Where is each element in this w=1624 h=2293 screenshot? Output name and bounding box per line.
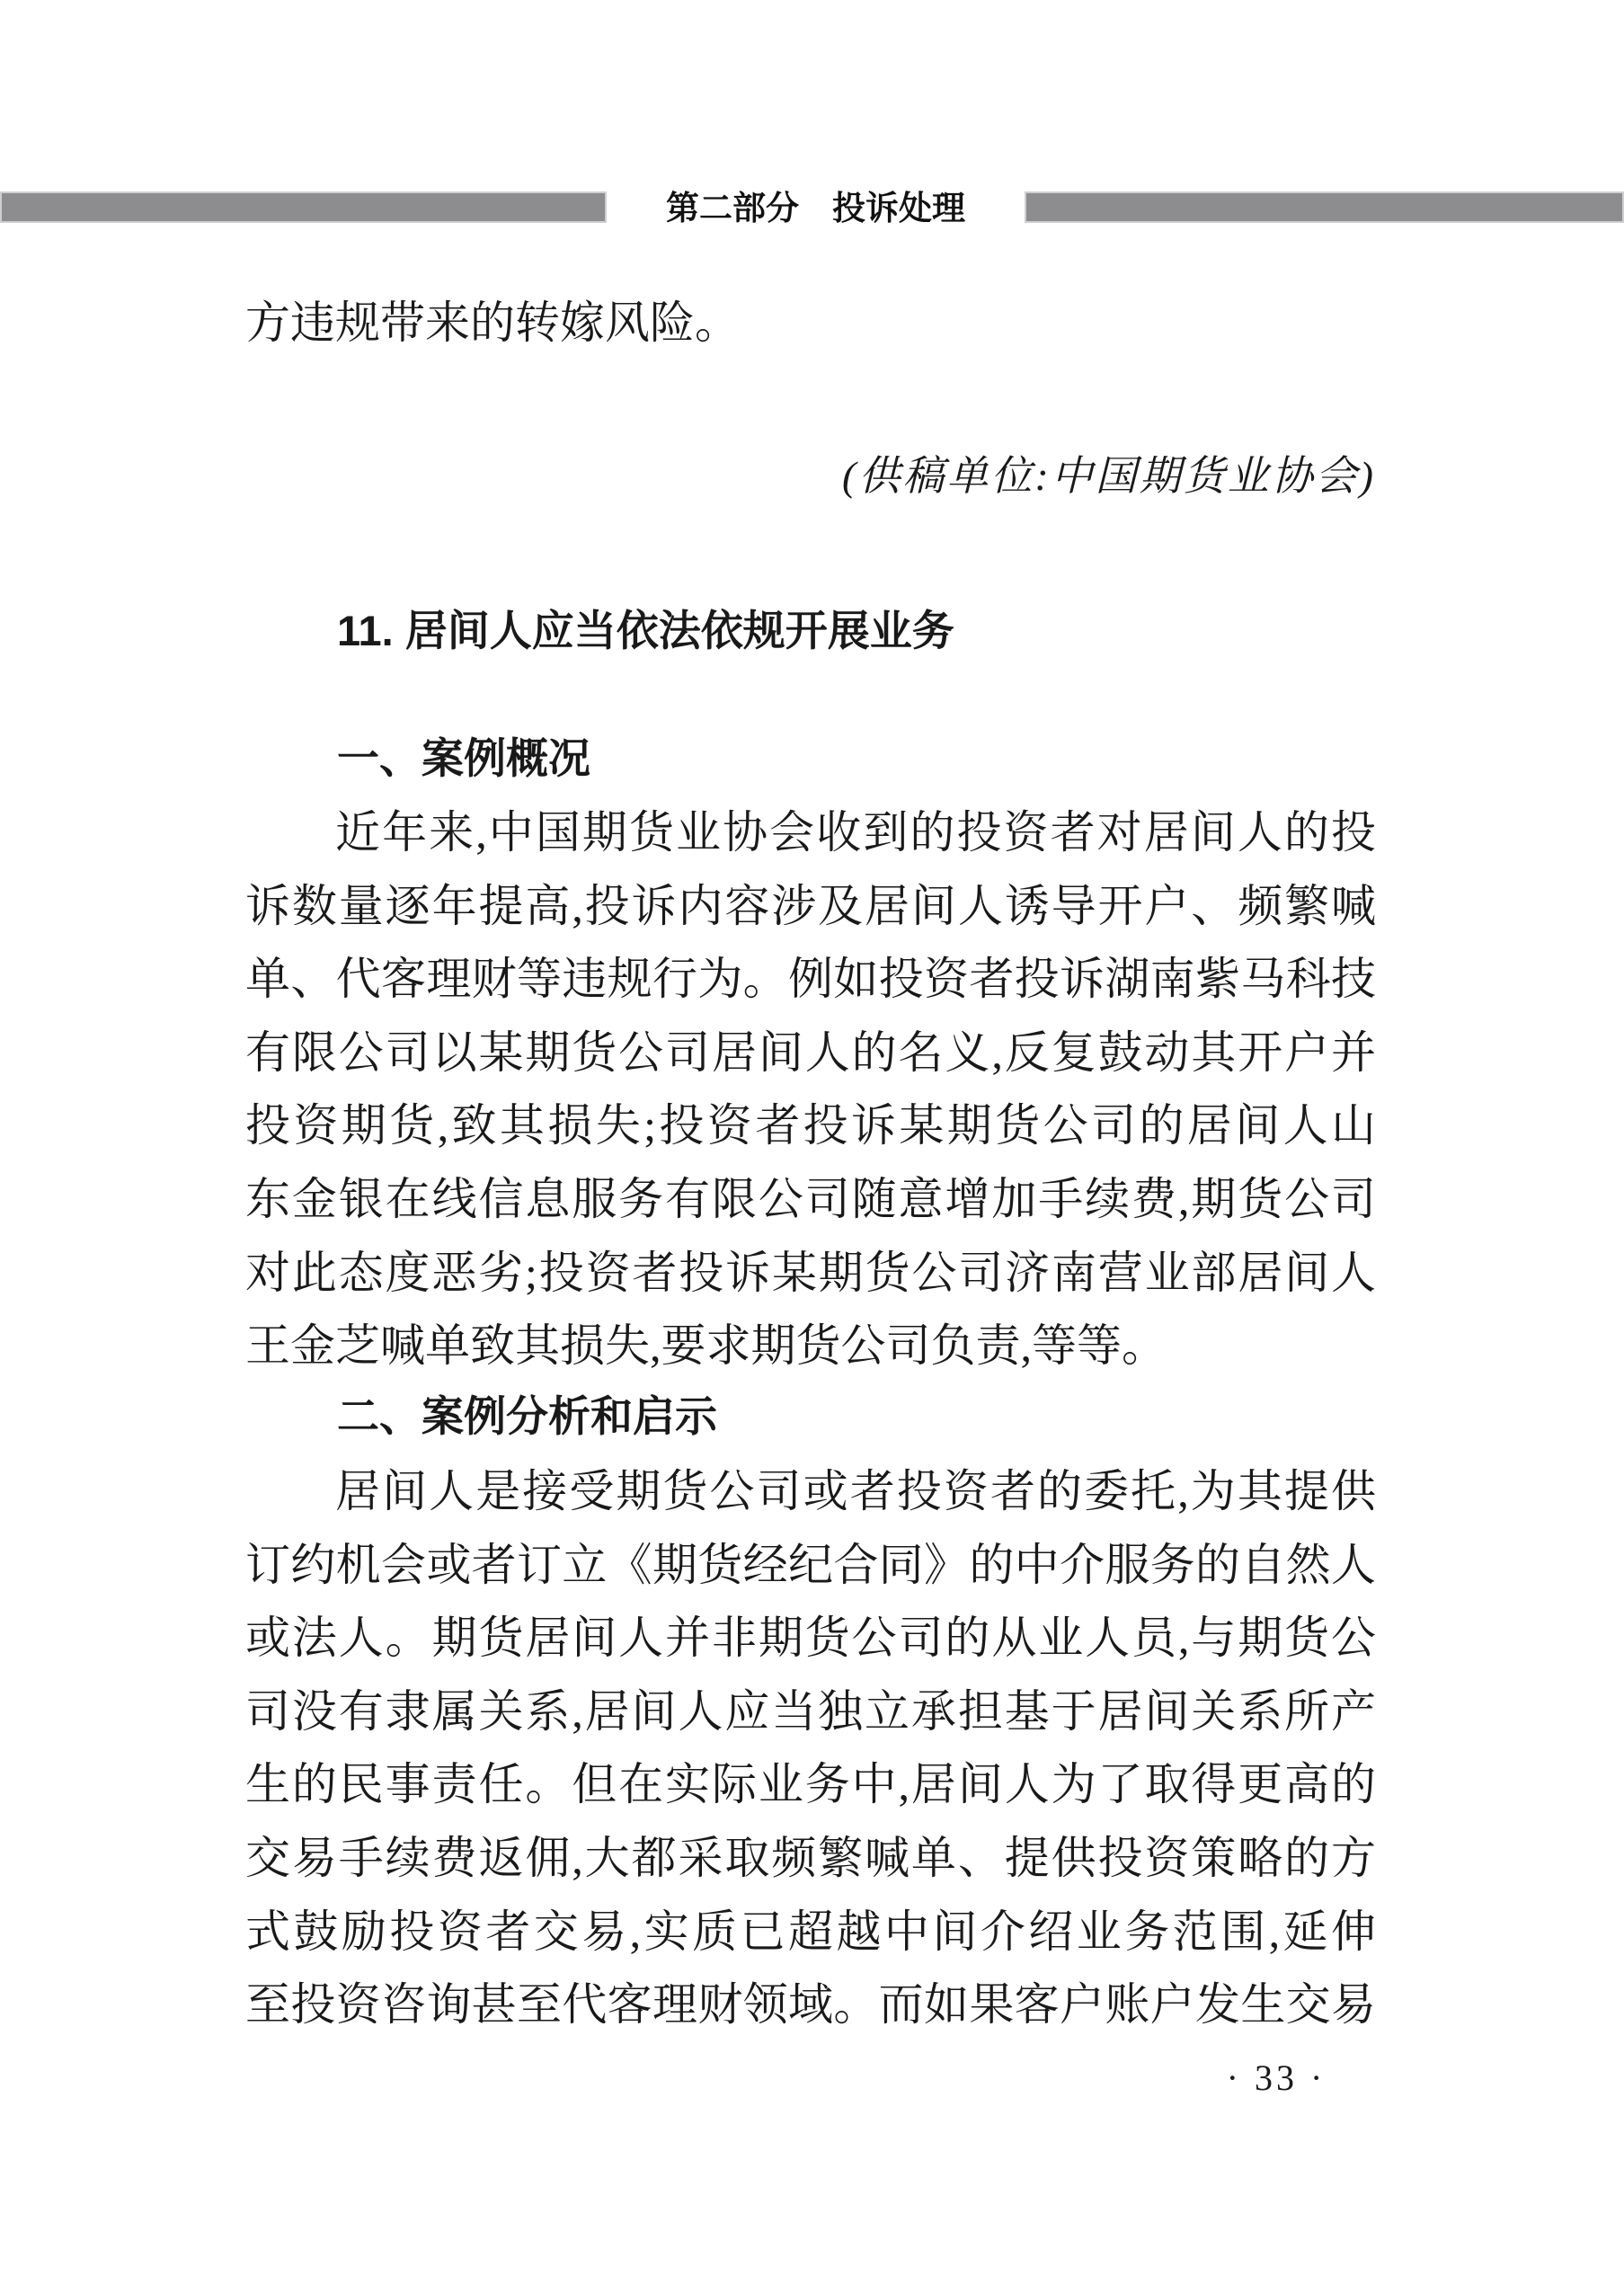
text-line: 单、代客理财等违规行为。例如投资者投诉湖南紫马科技 — [245, 954, 1376, 1005]
text-line: 王金芝喊单致其损失,要求期货公司负责,等等。 — [245, 1320, 1167, 1372]
text-line: 居间人是接受期货公司或者投资者的委托,为其提供 — [335, 1466, 1376, 1516]
attribution-line: (供稿单位:中国期货业协会) — [842, 453, 1376, 499]
text-line: 对此态度恶劣;投资者投诉某期货公司济南营业部居间人 — [245, 1247, 1376, 1298]
text-line: 交易手续费返佣,大都采取频繁喊单、提供投资策略的方 — [245, 1832, 1376, 1883]
header-rule-left — [0, 191, 607, 223]
paragraph-case-analysis — [245, 1455, 1376, 2042]
page-number: · 33 · — [1226, 2057, 1327, 2098]
paragraph-case-overview — [245, 796, 1376, 1383]
subheading-case-analysis: 二、案例分析和启示 — [337, 1392, 717, 1440]
paragraph-continuation-line: 方违规带来的转嫁风险。 — [245, 298, 740, 348]
text-line: 投资期货,致其损失;投资者投诉某期货公司的居间人山 — [245, 1100, 1376, 1151]
header-rule-right — [1025, 191, 1624, 223]
text-line: 或法人。期货居间人并非期货公司的从业人员,与期货公 — [245, 1613, 1376, 1664]
section-title: 11. 居间人应当依法依规开展业务 — [337, 607, 954, 654]
text-line: 有限公司以某期货公司居间人的名义,反复鼓动其开户并 — [245, 1027, 1376, 1078]
text-line: 订约机会或者订立《期货经纪合同》的中介服务的自然人 — [245, 1539, 1376, 1590]
text-line: 诉数量逐年提高,投诉内容涉及居间人诱导开户、频繁喊 — [245, 880, 1376, 931]
text-line: 近年来,中国期货业协会收到的投资者对居间人的投 — [335, 807, 1376, 858]
text-line: 司没有隶属关系,居间人应当独立承担基于居间关系所产 — [245, 1685, 1376, 1737]
subheading-case-overview: 一、案例概况 — [337, 734, 590, 782]
text-line: 至投资咨询甚至代客理财领域。而如果客户账户发生交易 — [245, 1979, 1376, 2031]
text-line: 式鼓励投资者交易,实质已超越中间介绍业务范围,延伸 — [245, 1906, 1376, 1957]
running-head-title: 第二部分 投诉处理 — [666, 190, 965, 227]
text-line: 东金银在线信息服务有限公司随意增加手续费,期货公司 — [245, 1173, 1376, 1224]
text-line: 生的民事责任。但在实际业务中,居间人为了取得更高的 — [245, 1759, 1376, 1810]
